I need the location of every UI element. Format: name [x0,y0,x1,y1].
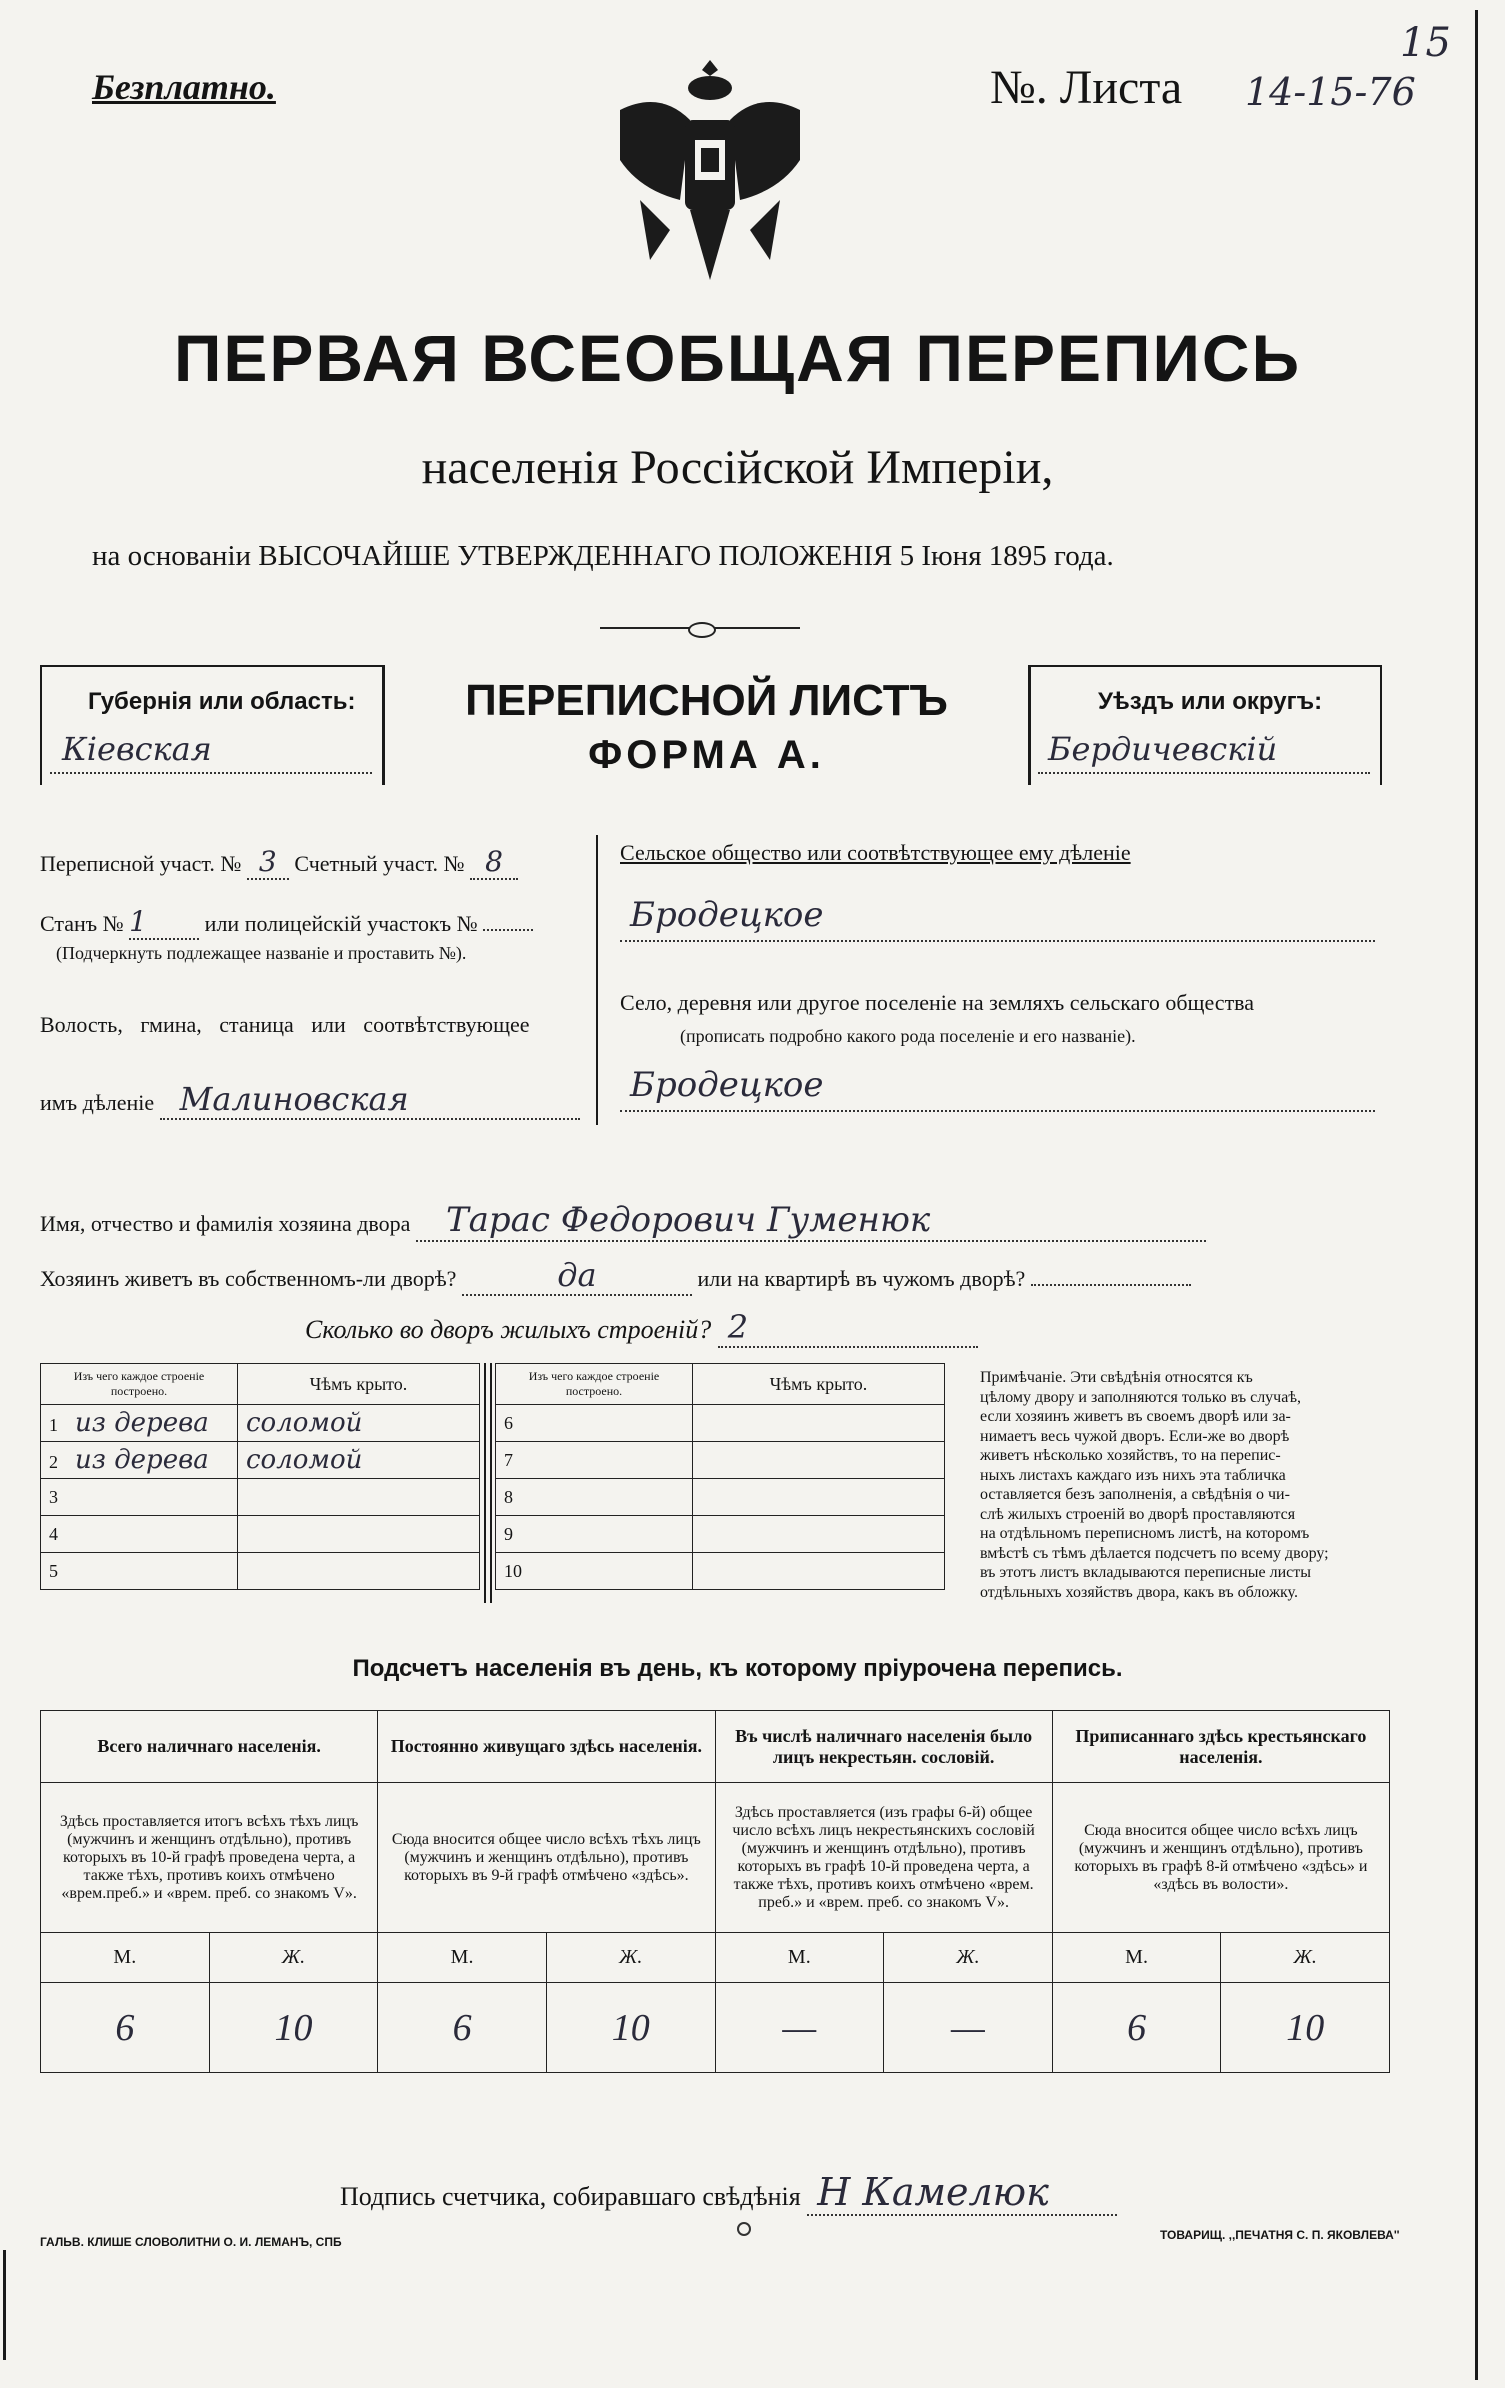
village-note: (прописать подробно какого рода поселеніе и его названіе). [680,1026,1136,1046]
form-title: ПЕРЕПИСНОЙ ЛИСТЪ [465,676,948,725]
signature-value: Н Камелюк [817,2170,1049,2214]
row-number: 7 [504,1449,513,1470]
imperial-eagle-emblem [600,40,820,310]
census-section-label: Переписной участ. № [40,851,242,876]
uezd-field[interactable] [1038,730,1370,774]
form-right-vertical [1380,665,1382,785]
male-count[interactable]: 6 [41,1983,210,2073]
stan-label: Станъ № [40,911,124,936]
document-subtitle: населенія Россійской Имперіи, [421,441,1054,494]
note-line: ныхъ листахъ каждаго изъ нихъ эта табличка [980,1466,1286,1484]
rented-field[interactable] [1031,1264,1191,1286]
note-line: слѣ жилыхъ строеній во дворѣ проставляются [980,1505,1296,1523]
punch-hole-mark [737,2222,751,2236]
table-row [41,1516,480,1553]
rented-label: или на квартирѣ въ чужомъ дворѣ? [697,1266,1026,1291]
material-value: из дерева [75,1445,209,1475]
buildings-count-field[interactable] [718,1308,978,1348]
row-number: 4 [49,1523,58,1544]
village-field[interactable] [620,1065,1375,1112]
note-line: на отдѣльномъ переписномъ листѣ, на которомъ [980,1525,1310,1542]
note-line: въ этотъ листъ вкладываются переписные листы [980,1564,1311,1581]
volost-label-2: имъ дѣленіе [40,1090,155,1115]
note-line: оставляется безъ заполненія, а свѣдѣнія о чи- [980,1486,1290,1503]
note-block [980,1368,1390,1602]
population-group-header: Приписаннаго здѣсь крестьянскаго населенія. [1052,1711,1389,1783]
table-double-rule-2 [490,1363,492,1603]
form-subtitle: ФОРМА А. [588,733,825,777]
volost-row [40,1080,580,1120]
document-title: ПЕРВАЯ ВСЕОБЩАЯ ПЕРЕПИСЬ [173,321,1302,395]
own-yard-row [40,1256,1191,1296]
table-row [496,1479,945,1516]
page-edge-line [1475,10,1478,2380]
male-count[interactable]: 6 [378,1983,547,2073]
owner-name-value: Тарас Федорович Гуменюк [445,1200,931,1240]
row-number: 5 [49,1560,58,1581]
sheet-number-value: 14-15-76 [1245,70,1416,114]
table-row [41,1442,480,1479]
signature-label: Подпись счетчика, собиравшаго свѣдѣнія [340,2182,801,2211]
buildings-count-row [305,1308,978,1348]
row-number: 1 [49,1415,58,1435]
row-number: 3 [49,1486,58,1507]
count-section-value: 8 [485,845,503,878]
corner-mark: 15 [1400,20,1451,66]
population-group-header: Въ числѣ наличнаго населенія было лицъ некрестьян. сословій. [715,1711,1052,1783]
roof-value[interactable]: соломой [238,1405,480,1442]
row-number: 8 [504,1486,513,1507]
ornament-divider [600,622,800,634]
table-row [41,1405,480,1442]
population-title: Подсчетъ населенія въ день, къ которому пріурочена перепись. [352,1655,1123,1682]
table-row [496,1516,945,1553]
table-row [496,1442,945,1479]
form-left-vertical [40,665,42,785]
table-row [41,1479,480,1516]
stan-row [40,905,533,940]
table-row [496,1405,945,1442]
female-count[interactable]: 10 [546,1983,715,2073]
population-table [40,1710,1390,2073]
census-section-row [40,845,518,880]
male-count[interactable]: — [715,1983,884,2073]
female-column-header: Ж. [884,1933,1053,1983]
owner-name-field[interactable] [416,1200,1206,1242]
count-section-label: Счетный участ. № [294,851,465,876]
buildings-col-material-header: Изъ чего каждое строеніе построено. [41,1364,238,1405]
gubernia-label: Губернія или область: [88,688,356,715]
printer-right: ТОВАРИЩ. ,,ПЕЧАТНЯ С. П. ЯКОВЛЕВА'' [1160,2228,1400,2242]
male-count[interactable]: 6 [1052,1983,1221,2073]
male-column-header: М. [41,1933,210,1983]
count-section-field[interactable] [470,845,518,880]
buildings-count-label: Сколько во дворъ жилыхъ строеній? [305,1315,712,1344]
uezd-label: Уѣздъ или округъ: [1098,688,1323,715]
female-count[interactable]: 10 [209,1983,378,2073]
population-group-header: Всего наличнаго населенія. [41,1711,378,1783]
center-divider [596,835,598,1125]
underline-note: (Подчеркнуть подлежащее названіе и проставить №). [56,943,467,963]
uezd-value: Бердичевскій [1048,730,1278,768]
row-number: 10 [504,1560,522,1581]
note-line: цѣлому двору и заполняются только въ случаѣ, [980,1388,1302,1406]
police-field[interactable] [483,909,533,931]
own-yard-value: да [557,1256,597,1294]
note-line: живетъ нѣсколько хозяйствъ, то на перепис- [980,1447,1281,1464]
volost-value: Малиновская [179,1080,409,1118]
police-label: или полицейскій участокъ № [204,911,478,936]
buildings-count-value: 2 [727,1308,749,1346]
buildings-col-roof-header: Чѣмъ крыто. [238,1364,480,1405]
village-value: Бродецкое [630,1065,824,1105]
free-label: Безплатно. [92,67,276,107]
volost-label: Волость, гмина, станица или соотвѣтствующее [40,1012,530,1037]
form-box-right-edge [1028,665,1031,785]
population-group-desc: Сюда вносится общее число всѣхъ лицъ (мужчинъ и женщинъ отдѣльно), противъ которыхъ въ графѣ 8-й отмѣчено «здѣсь» и «здѣсь въ волости». [1052,1783,1389,1933]
buildings-table-left [40,1363,480,1590]
buildings-col-material-header-2: Изъ чего каждое строеніе построено. [496,1364,693,1405]
population-group-desc: Здѣсь проставляется итогъ всѣхъ тѣхъ лицъ (мужчинъ и женщинъ отдѣльно), противъ которыхъ въ 10-й графѣ проведена черта, а также тѣхъ, противъ коихъ отмѣчено «врем.преб.» и «врем. преб. со знакомъ V». [41,1783,378,1933]
census-section-field[interactable] [247,845,289,880]
table-row [496,1553,945,1590]
stan-value: 1 [129,905,147,938]
note-line: если хозяинъ живетъ въ своемъ дворѣ или за- [980,1408,1291,1425]
note-line: нимаетъ весь чужой дворъ. Если-же во дворѣ [980,1427,1290,1445]
female-column-header: Ж. [546,1933,715,1983]
female-column-header: Ж. [209,1933,378,1983]
gubernia-value: Кіевская [62,730,212,768]
page-edge-line-left [3,2250,6,2360]
gubernia-field[interactable] [50,730,372,774]
owner-name-label: Имя, отчество и фамилія хозяина двора [40,1211,411,1236]
roof-value[interactable]: соломой [238,1442,480,1479]
society-value: Бродецкое [630,895,824,935]
male-column-header: М. [715,1933,884,1983]
male-column-header: М. [1052,1933,1221,1983]
owner-name-row [40,1200,1206,1242]
printer-left: ГАЛЬВ. КЛИШЕ СЛОВОЛИТНИ О. И. ЛЕМАНЪ, СПБ [40,2235,342,2249]
own-yard-field[interactable] [462,1256,692,1296]
signature-field[interactable] [807,2170,1117,2216]
population-group-header: Постоянно живущаго здѣсь населенія. [378,1711,715,1783]
note-line: отдѣльныхъ хозяйствъ двора, какъ въ обложку. [980,1583,1298,1601]
male-column-header: М. [378,1933,547,1983]
form-top-rule-left [40,665,382,667]
note-line: Примѣчаніе. Эти свѣдѣнія относятся къ [980,1369,1253,1386]
population-group-desc: Здѣсь проставляется (изъ графы 6-й) общее число всѣхъ лицъ некрестьянскихъ сословій (мужчинъ и женщинъ отдѣльно), противъ которыхъ въ графѣ 10-й проведена черта, а также тѣхъ, противъ коихъ отмѣчено «врем. преб.» и «врем. преб. со знакомъ V». [715,1783,1052,1933]
population-values-row [41,1983,1390,2073]
buildings-table-right [495,1363,945,1590]
row-number: 9 [504,1523,513,1544]
material-value: из дерева [75,1408,209,1438]
female-column-header: Ж. [1221,1933,1390,1983]
volost-field[interactable] [160,1080,580,1120]
population-group-desc: Сюда вносится общее число всѣхъ тѣхъ лицъ (мужчинъ и женщинъ отдѣльно), противъ которыхъ въ 9-й графѣ отмѣчено «здѣсь». [378,1783,715,1933]
table-row [41,1553,480,1590]
sheet-number-label: №. Листа [990,61,1183,114]
own-yard-label: Хозяинъ живетъ въ собственномъ-ли дворѣ? [40,1266,457,1291]
society-field[interactable] [620,895,1375,942]
signature-row [340,2170,1117,2216]
village-label: Село, деревня или другое поселеніе на земляхъ сельскаго общества [620,990,1255,1015]
society-label: Сельское общество или соотвѣтствующее ему дѣленіе [620,840,1131,865]
note-line: вмѣстѣ съ тѣмъ дѣлается подсчетъ по всему двору; [980,1544,1329,1562]
buildings-col-roof-header-2: Чѣмъ крыто. [693,1364,945,1405]
table-double-rule [484,1363,486,1603]
female-count[interactable]: 10 [1221,1983,1390,2073]
legal-basis: на основаніи ВЫСОЧАЙШЕ УТВЕРЖДЕННАГО ПОЛОЖЕНІЯ 5 Іюня 1895 года. [92,540,1114,572]
row-number: 2 [49,1452,58,1472]
stan-field[interactable] [129,905,199,940]
female-count[interactable]: — [884,1983,1053,2073]
row-number: 6 [504,1412,513,1433]
census-section-value: 3 [258,845,277,878]
form-top-rule-right [1028,665,1382,667]
